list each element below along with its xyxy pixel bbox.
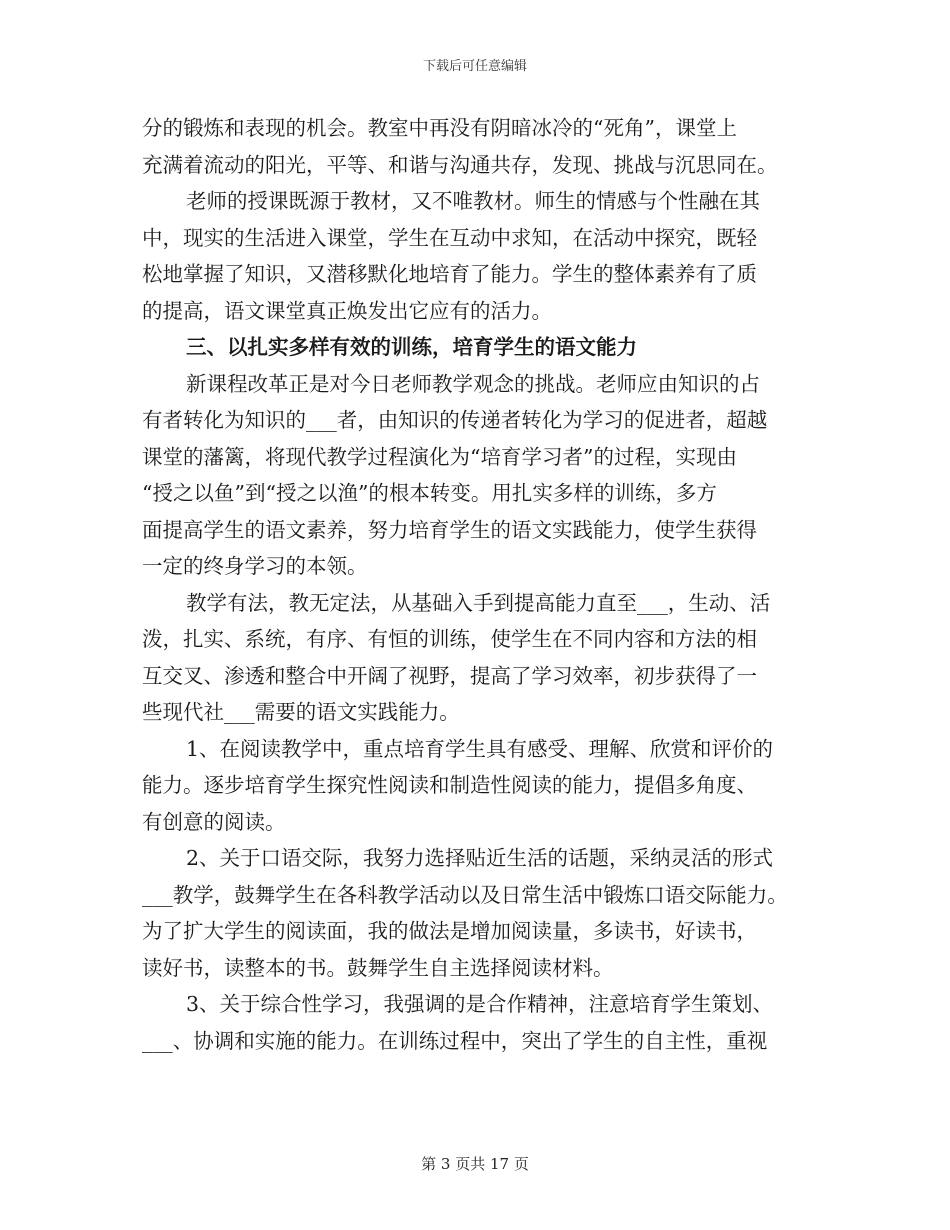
text-line: 1、在阅读教学中，重点培育学生具有感受、理解、欣赏和评价的 bbox=[186, 736, 774, 761]
text-line: 为了扩大学生的阅读面，我的做法是增加阅读量，多读书，好读书， bbox=[142, 919, 757, 943]
text-line: 泼，扎实、系统，有序、有恒的训练，使学生在不同内容和方法的相 bbox=[142, 627, 757, 651]
text-line: 3、关于综合性学习，我强调的是合作精神，注意培育学生策划、 bbox=[186, 992, 774, 1016]
text-line: 些现代社___需要的语文实践能力。 bbox=[142, 700, 460, 724]
text-line: 能力。逐步培育学生探究性阅读和制造性阅读的能力，提倡多角度、 bbox=[142, 773, 757, 797]
text-line: 分的锻炼和表现的机会。教室中再没有阴暗冰冷的“死角”，课堂上 bbox=[142, 116, 737, 140]
text-line: 教学有法，教无定法，从基础入手到提高能力直至___，生动、活 bbox=[186, 590, 771, 615]
text-line: 新课程改革正是对今日老师教学观念的挑战。老师应由知识的占 bbox=[186, 371, 760, 396]
text-line: 松地掌握了知识，又潜移默化地培育了能力。学生的整体素养有了质 bbox=[142, 262, 757, 286]
document-body bbox=[142, 110, 822, 1059]
text-line: 一定的终身学习的本领。 bbox=[142, 554, 368, 578]
text-line: 老师的授课既源于教材，又不唯教材。师生的情感与个性融在其 bbox=[186, 189, 760, 213]
text-line: 面提高学生的语文素养，努力培育学生的语文实践能力，使学生获得 bbox=[142, 517, 757, 542]
text-line: 互交叉、渗透和整合中开阔了视野，提高了学习效率，初步获得了一 bbox=[142, 663, 757, 688]
text-line: ___教学，鼓舞学生在各科教学活动以及日常生活中锻炼口语交际能力。 bbox=[142, 882, 788, 907]
text-line: 有者转化为知识的___者，由知识的传递者转化为学习的促进者，超越 bbox=[142, 408, 768, 432]
text-line: 课堂的藩篱，将现代教学过程演化为“培育学习者”的过程，实现由 bbox=[142, 444, 737, 469]
text-line: “授之以鱼”到“授之以渔”的根本转变。用扎实多样的训练，多方 bbox=[142, 481, 717, 505]
text-line: 的提高，语文课堂真正焕发出它应有的活力。 bbox=[142, 298, 552, 323]
text-line: 充满着流动的阳光，平等、和谐与沟通共存，发现、挑战与沉思同在。 bbox=[142, 152, 778, 177]
page-footer: 第 3 页共 17 页 bbox=[421, 1155, 529, 1173]
text-line: 读好书，读整本的书。鼓舞学生自主选择阅读材料。 bbox=[142, 955, 614, 980]
text-line: 2、关于口语交际，我努力选择贴近生活的话题，采纳灵活的形式 bbox=[186, 846, 774, 870]
page-header: 下载后可任意编辑 bbox=[422, 59, 527, 74]
text-line: ___、协调和实施的能力。在训练过程中，突出了学生的自主性，重视 bbox=[142, 1028, 768, 1053]
text-line: 中，现实的生活进入课堂，学生在互动中求知，在活动中探究，既轻 bbox=[142, 225, 757, 250]
section-heading: 三、以扎实多样有效的训练，培育学生的语文能力 bbox=[186, 335, 637, 359]
text-line: 有创意的阅读。 bbox=[142, 809, 286, 834]
